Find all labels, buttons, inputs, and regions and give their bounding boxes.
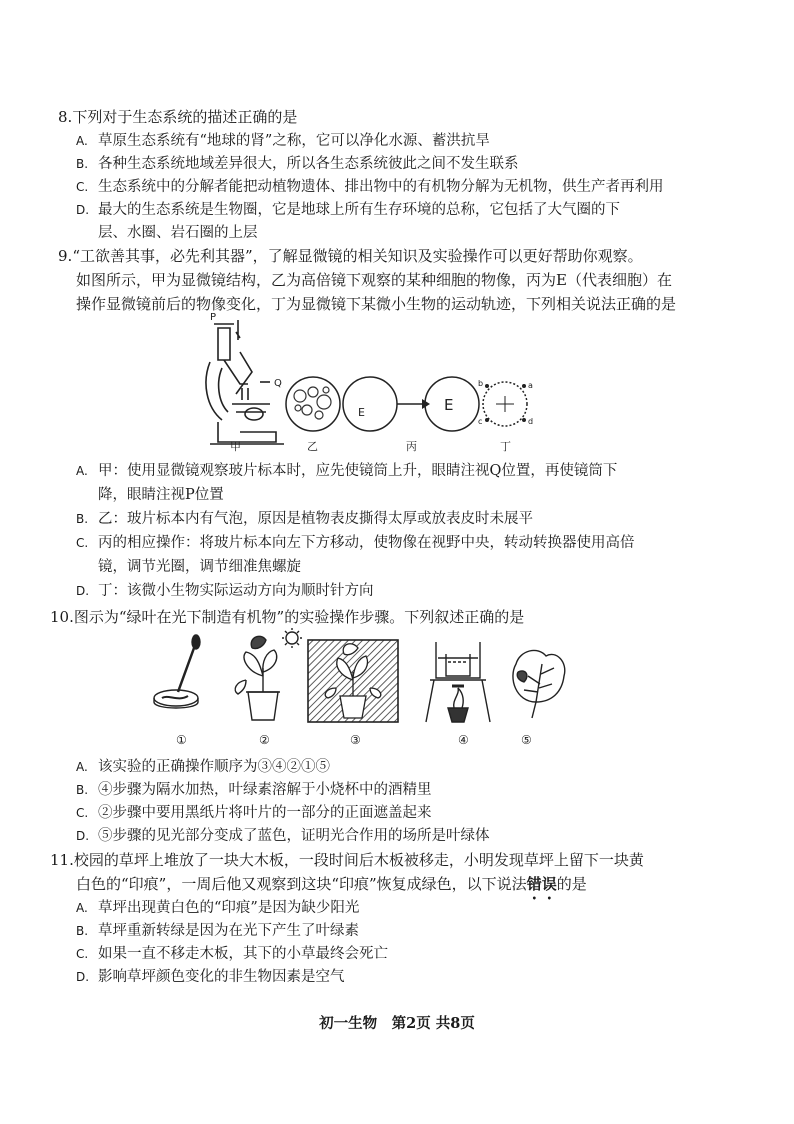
q9-option-a-cont: 降，眼睛注视P位置	[98, 487, 224, 503]
question-number: 10.	[50, 608, 74, 626]
microscope-figure	[200, 312, 740, 452]
label-bing: 丙	[406, 440, 417, 453]
q11-option-a: A. 草坪出现黄白色的“印痕”是因为缺少阳光	[76, 900, 360, 916]
label-q: Q	[274, 378, 282, 389]
q8-option-a: A. 草原生态系统有“地球的肾”之称，它可以净化水源、蓄洪抗旱	[76, 133, 490, 149]
ding-point-a	[522, 384, 526, 388]
ding-point-d	[522, 418, 526, 422]
ding-point-c	[485, 418, 489, 422]
page-footer: 初一生物 第2页 共8页	[319, 1015, 475, 1032]
question-stem-line-2: 如图所示，甲为显微镜结构，乙为高倍镜下观察的某种细胞的物像，丙为E（代表细胞）在	[76, 271, 672, 289]
label-b: b	[478, 379, 484, 388]
step-5-drawing	[513, 650, 565, 718]
question-stem-line-1: 校园的草坪上堆放了一块大木板，一段时间后木板被移走，小明发现草坪上留下一块黄	[73, 851, 644, 869]
ding-point-b	[485, 384, 489, 388]
q11-option-b: B. 草坪重新转绿是因为在光下产生了叶绿素	[76, 923, 359, 939]
microscope-drawing	[206, 320, 284, 444]
q8-option-b: B. 各种生态系统地域差异很大，所以各生态系统彼此之间不发生联系	[76, 156, 519, 172]
question-number: 8.	[58, 108, 73, 126]
step-2-label: ②	[259, 733, 270, 747]
label-e-large: E	[444, 396, 454, 414]
step-3-drawing	[308, 640, 398, 722]
question-stem-line-1: “工欲善其事，必先利其器”，了解显微镜的相关知识及实验操作可以更好帮助你观察。	[72, 247, 643, 265]
arrow-head-icon	[422, 399, 430, 409]
q9-option-c: C. 丙的相应操作：将玻片标本向左下方移动，使物像在视野中央，转动转换器使用高倍	[76, 535, 635, 551]
label-yi: 乙	[307, 440, 318, 453]
q8-option-c: C. 生态系统中的分解者能把动植物遗体、排出物中的有机物分解为无机物，供生产者再利用	[76, 179, 664, 195]
q9-option-a: A. 甲：使用显微镜观察玻片标本时，应先使镜筒上升，眼睛注视Q位置，再使镜筒下	[76, 463, 618, 479]
step-3-label: ③	[350, 733, 361, 747]
bing-before	[343, 377, 397, 431]
question-10	[50, 606, 524, 628]
q10-option-d: D. ⑤步骤的见光部分变成了蓝色，证明光合作用的场所是叶绿体	[76, 828, 490, 844]
q10-option-c: C. ②步骤中要用黑纸片将叶片的一部分的正面遮盖起来	[76, 805, 432, 821]
question-stem-line-2: 白色的“印痕”，一周后他又观察到这块“印痕”恢复成绿色，以下说法错误的是	[76, 875, 587, 893]
question-11	[50, 849, 644, 871]
q8-option-d-cont: 层、水圈、岩石圈的上层	[98, 225, 258, 241]
step-2-drawing	[235, 628, 302, 720]
question-stem: 下列对于生态系统的描述正确的是	[72, 108, 298, 126]
label-c: c	[478, 417, 483, 426]
q10-option-a: A. 该实验的正确操作顺序为③④②①⑤	[76, 759, 330, 775]
emphasized-word: 错误	[526, 875, 557, 893]
q9-option-b: B. 乙：玻片标本内有气泡，原因是植物表皮撕得太厚或放表皮时未展平	[76, 511, 533, 527]
experiment-steps-figure	[148, 628, 568, 733]
label-e-small: E	[358, 406, 365, 419]
step-1-drawing	[154, 635, 200, 708]
step-4-drawing	[426, 642, 490, 722]
label-ding: 丁	[500, 440, 511, 453]
label-d: d	[528, 417, 534, 426]
q11-option-c: C. 如果一直不移走木板，其下的小草最终会死亡	[76, 946, 388, 962]
q9-option-c-cont: 镜，调节光圈，调节细准焦螺旋	[98, 559, 301, 575]
yi-bubbles	[294, 387, 331, 419]
label-jia: 甲	[230, 440, 241, 453]
step-4-label: ④	[458, 733, 469, 747]
step-5-label: ⑤	[521, 733, 532, 747]
question-stem: 图示为“绿叶在光下制造有机物”的实验操作步骤。下列叙述正确的是	[73, 608, 525, 626]
label-p: P	[210, 312, 217, 323]
question-stem-line-3: 操作显微镜前后的物像变化，丁为显微镜下某微小生物的运动轨迹，下列相关说法正确的是	[76, 295, 677, 313]
question-number: 11.	[50, 851, 74, 869]
label-a: a	[528, 381, 533, 390]
question-9	[58, 245, 643, 267]
step-1-label: ①	[176, 733, 187, 747]
q11-option-d: D. 影响草坪颜色变化的非生物因素是空气	[76, 969, 345, 985]
yi-field-of-view	[286, 377, 340, 431]
q8-option-d: D. 最大的生态系统是生物圈，它是地球上所有生存环境的总称，它包括了大气圈的下	[76, 202, 620, 218]
q9-option-d: D. 丁：该微小生物实际运动方向为顺时针方向	[76, 583, 374, 599]
q10-option-b: B. ④步骤为隔水加热，叶绿素溶解于小烧杯中的酒精里	[76, 782, 432, 798]
question-number: 9.	[58, 247, 73, 265]
question-8	[58, 106, 748, 128]
